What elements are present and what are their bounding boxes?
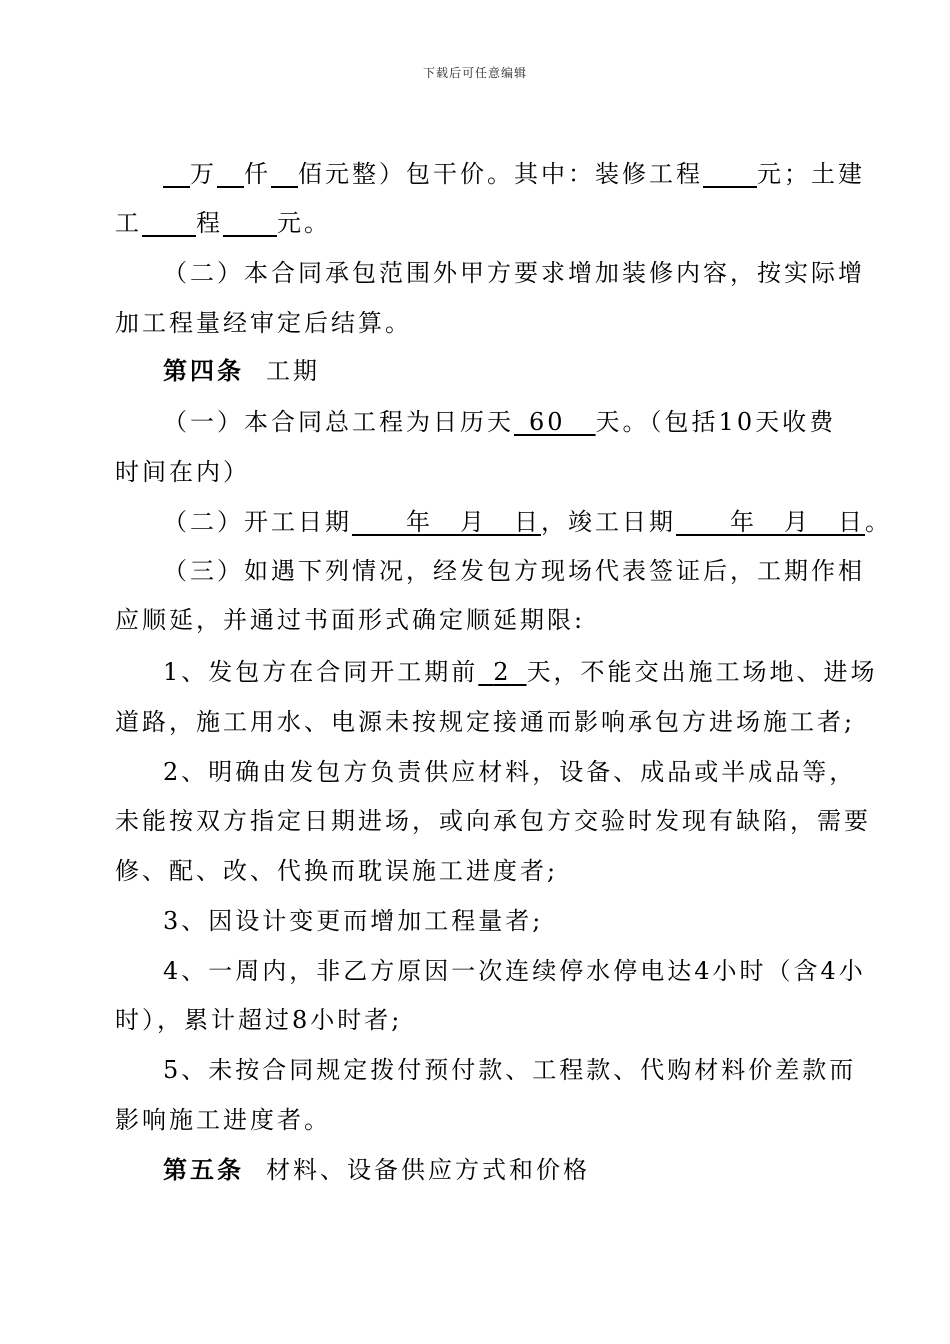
- blank-field: [271, 160, 298, 188]
- paragraph-line: （一）本合同总工程为日历天 60 天。（包括10天收费: [163, 408, 837, 436]
- date-field: 年 月 日: [730, 508, 865, 536]
- paragraph-line: 道路，施工用水、电源未按规定接通而影响承包方进场施工者;: [115, 708, 856, 736]
- paragraph-line: 时间在内）: [115, 458, 250, 486]
- paragraph-line: 2、明确由发包方负责供应材料，设备、成品或半成品等，: [163, 758, 857, 786]
- paragraph-line: （二）开工日期 年 月 日，竣工日期 年 月 日。: [163, 508, 892, 536]
- paragraph-line: 应顺延，并通过书面形式确定顺延期限:: [115, 606, 586, 634]
- section-title: 材料、设备供应方式和价格: [266, 1156, 590, 1184]
- paragraph-line: （二）本合同承包范围外甲方要求增加装修内容，按实际增: [163, 259, 865, 287]
- paragraph-line: 4、一周内，非乙方原因一次连续停水停电达4小时（含4小: [163, 957, 866, 985]
- blank-field: [223, 209, 277, 237]
- page-header: 下载后可任意编辑: [422, 66, 527, 80]
- paragraph-line: 修、配、改、代换而耽误施工进度者;: [115, 857, 559, 885]
- section-number: 第五条: [163, 1155, 244, 1184]
- paragraph-line: （三）如遇下列情况，经发包方现场代表签证后，工期作相: [163, 557, 865, 585]
- paragraph-line: 加工程量经审定后结算。: [115, 309, 412, 337]
- blank-field: [163, 160, 190, 188]
- blank-field: [217, 160, 244, 188]
- filled-field: 2: [493, 658, 512, 686]
- paragraph-line: 影响施工进度者。: [115, 1106, 331, 1134]
- paragraph-line: 1、发包方在合同开工期前 2 天，不能交出施工场地、进场: [163, 658, 878, 686]
- paragraph-line: 万 仟 佰元整）包干价。其中：装修工程 元；土建: [163, 158, 835, 190]
- paragraph-line: 未能按双方指定日期进场，或向承包方交验时发现有缺陷，需要: [115, 807, 871, 835]
- paragraph-line: 5、未按合同规定拨付预付款、工程款、代购材料价差款而: [163, 1056, 857, 1084]
- section-number: 第四条: [163, 356, 244, 385]
- blank-field: [142, 209, 196, 237]
- blank-field: [703, 160, 757, 188]
- section-heading: [163, 355, 883, 387]
- section-title: 工期: [266, 357, 320, 385]
- date-field: 年 月 日: [406, 508, 541, 536]
- paragraph-line: 3、因设计变更而增加工程量者;: [163, 907, 544, 935]
- paragraph-line: 时），累计超过8小时者;: [115, 1006, 403, 1034]
- paragraph-line: 工 程 元。: [115, 209, 331, 237]
- filled-field: 60: [529, 408, 566, 436]
- section-heading: [163, 1154, 883, 1186]
